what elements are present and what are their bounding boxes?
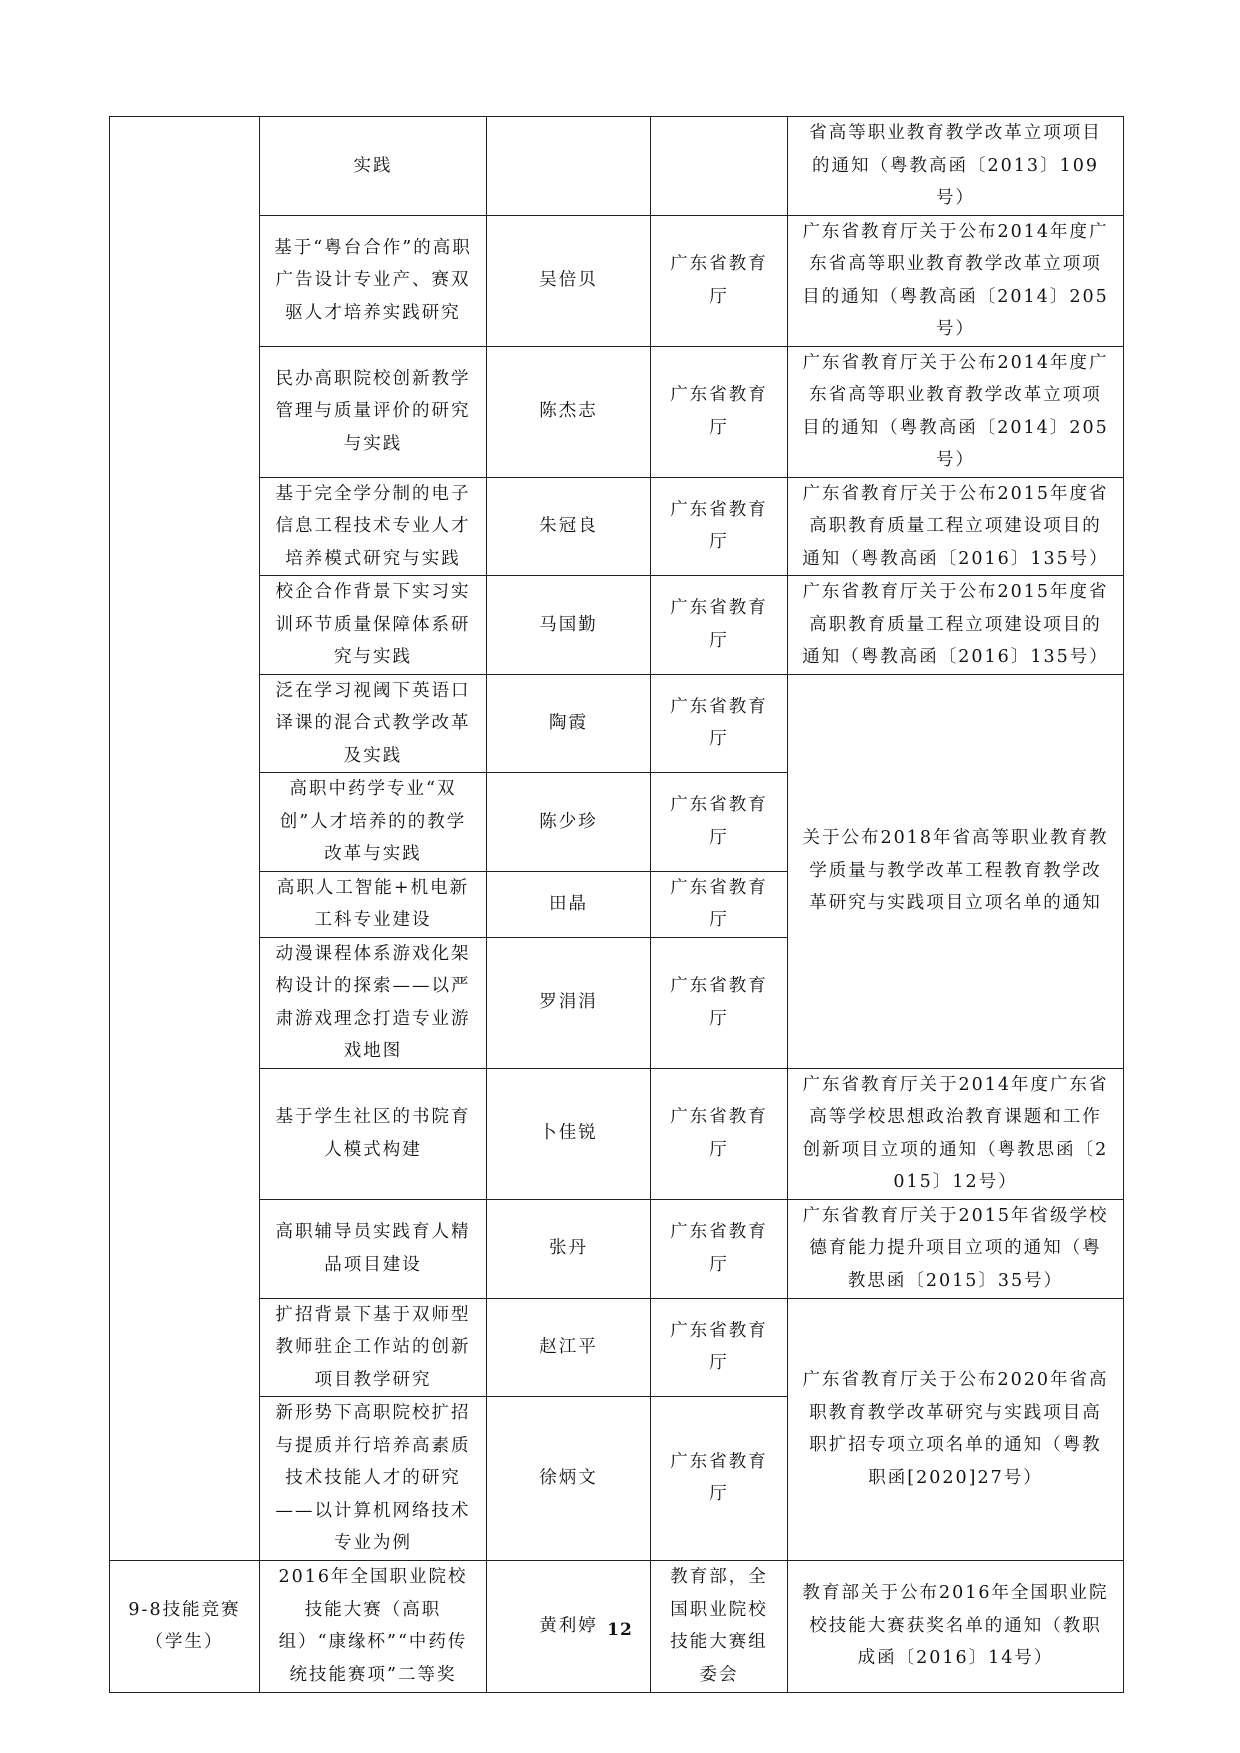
person-cell: 赵江平: [487, 1298, 651, 1397]
project-cell: 基于完全学分制的电子信息工程技术专业人才培养模式研究与实践: [260, 477, 487, 576]
project-cell: 高职中药学专业“双创”人才培养的的教学改革与实践: [260, 773, 487, 872]
document-cell: 广东省教育厅关于公布2014年度广东省高等职业教育教学改革立项项目的通知（粤教高函〔2014〕205号）: [788, 215, 1124, 346]
person-cell: 黄利婷: [487, 1560, 651, 1692]
person-cell: 马国勤: [487, 576, 651, 675]
document-cell: 广东省教育厅关于2015年省级学校德育能力提升项目立项的通知（粤教思函〔2015〕35号）: [788, 1199, 1124, 1298]
org-cell: 广东省教育厅: [651, 576, 788, 675]
document-cell: 关于公布2018年省高等职业教育教学质量与教学改革工程教育教学改革研究与实践项目立项名单的通知: [788, 674, 1124, 1068]
org-cell: 广东省教育厅: [651, 346, 788, 477]
org-cell: 广东省教育厅: [651, 1397, 788, 1561]
person-cell: 卜佳锐: [487, 1068, 651, 1199]
person-cell: 田晶: [487, 871, 651, 937]
project-cell: 基于“粤台合作”的高职广告设计专业产、赛双驱人才培养实践研究: [260, 215, 487, 346]
project-cell: 高职辅导员实践育人精品项目建设: [260, 1199, 487, 1298]
project-cell: 实践: [260, 117, 487, 216]
table-row: [110, 1298, 1124, 1397]
person-cell: 吴倍贝: [487, 215, 651, 346]
org-cell: 广东省教育厅: [651, 773, 788, 872]
project-cell: 新形势下高职院校扩招与提质并行培养高素质技术技能人才的研究——以计算机网络技术专业为例: [260, 1397, 487, 1561]
org-cell: 广东省教育厅: [651, 871, 788, 937]
document-cell: 省高等职业教育教学改革立项项目的通知（粤教高函〔2013〕109号）: [788, 117, 1124, 216]
project-cell: 民办高职院校创新教学管理与质量评价的研究与实践: [260, 346, 487, 477]
org-cell: 教育部，全国职业院校技能大赛组委会: [651, 1560, 788, 1692]
org-cell: 广东省教育厅: [651, 937, 788, 1068]
org-cell: 广东省教育厅: [651, 1298, 788, 1397]
org-cell: 广东省教育厅: [651, 1068, 788, 1199]
document-cell: 广东省教育厅关于公布2015年度省高职教育质量工程立项建设项目的通知（粤教高函〔2016〕135号）: [788, 477, 1124, 576]
table-row: [110, 1199, 1124, 1298]
project-cell: 高职人工智能+机电新工科专业建设: [260, 871, 487, 937]
project-cell: 动漫课程体系游戏化架构设计的探索——以严肃游戏理念打造专业游戏地图: [260, 937, 487, 1068]
person-cell: [487, 117, 651, 216]
project-cell: 泛在学习视阈下英语口译课的混合式教学改革及实践: [260, 674, 487, 773]
category-cell-empty: [110, 117, 260, 1561]
project-cell: 基于学生社区的书院育人模式构建: [260, 1068, 487, 1199]
person-cell: 张丹: [487, 1199, 651, 1298]
records-table: [109, 116, 1124, 1693]
org-cell: 广东省教育厅: [651, 1199, 788, 1298]
document-cell: 广东省教育厅关于公布2014年度广东省高等职业教育教学改革立项项目的通知（粤教高函〔2014〕205号）: [788, 346, 1124, 477]
table-row: [110, 477, 1124, 576]
project-cell: 校企合作背景下实习实训环节质量保障体系研究与实践: [260, 576, 487, 675]
page-number: 12: [607, 1620, 633, 1640]
table-row: [110, 215, 1124, 346]
person-cell: 陈杰志: [487, 346, 651, 477]
document-cell: 广东省教育厅关于公布2020年省高职教育教学改革研究与实践项目高职扩招专项立项名单的通知（粤教职函[2020]27号）: [788, 1298, 1124, 1560]
org-cell: [651, 117, 788, 216]
document-cell: 广东省教育厅关于2014年度广东省高等学校思想政治教育课题和工作创新项目立项的通知（粤教思函〔2015〕12号）: [788, 1068, 1124, 1199]
person-cell: 徐炳文: [487, 1397, 651, 1561]
org-cell: 广东省教育厅: [651, 215, 788, 346]
document-cell: 教育部关于公布2016年全国职业院校技能大赛获奖名单的通知（教职成函〔2016〕14号）: [788, 1560, 1124, 1692]
table-row: [110, 1068, 1124, 1199]
project-cell: 扩招背景下基于双师型教师驻企工作站的创新项目教学研究: [260, 1298, 487, 1397]
org-cell: 广东省教育厅: [651, 674, 788, 773]
table-row: [110, 117, 1124, 216]
table-row: [110, 674, 1124, 773]
document-cell: 广东省教育厅关于公布2015年度省高职教育质量工程立项建设项目的通知（粤教高函〔2016〕135号）: [788, 576, 1124, 675]
org-cell: 广东省教育厅: [651, 477, 788, 576]
person-cell: 陈少珍: [487, 773, 651, 872]
project-cell: 2016年全国职业院校技能大赛（高职组）“康缘杯”“中药传统技能赛项”二等奖: [260, 1560, 487, 1692]
person-cell: 陶霞: [487, 674, 651, 773]
person-cell: 朱冠良: [487, 477, 651, 576]
category-cell: 9-8技能竞赛（学生）: [110, 1560, 260, 1692]
table-row: [110, 576, 1124, 675]
person-cell: 罗涓涓: [487, 937, 651, 1068]
table-row: [110, 346, 1124, 477]
